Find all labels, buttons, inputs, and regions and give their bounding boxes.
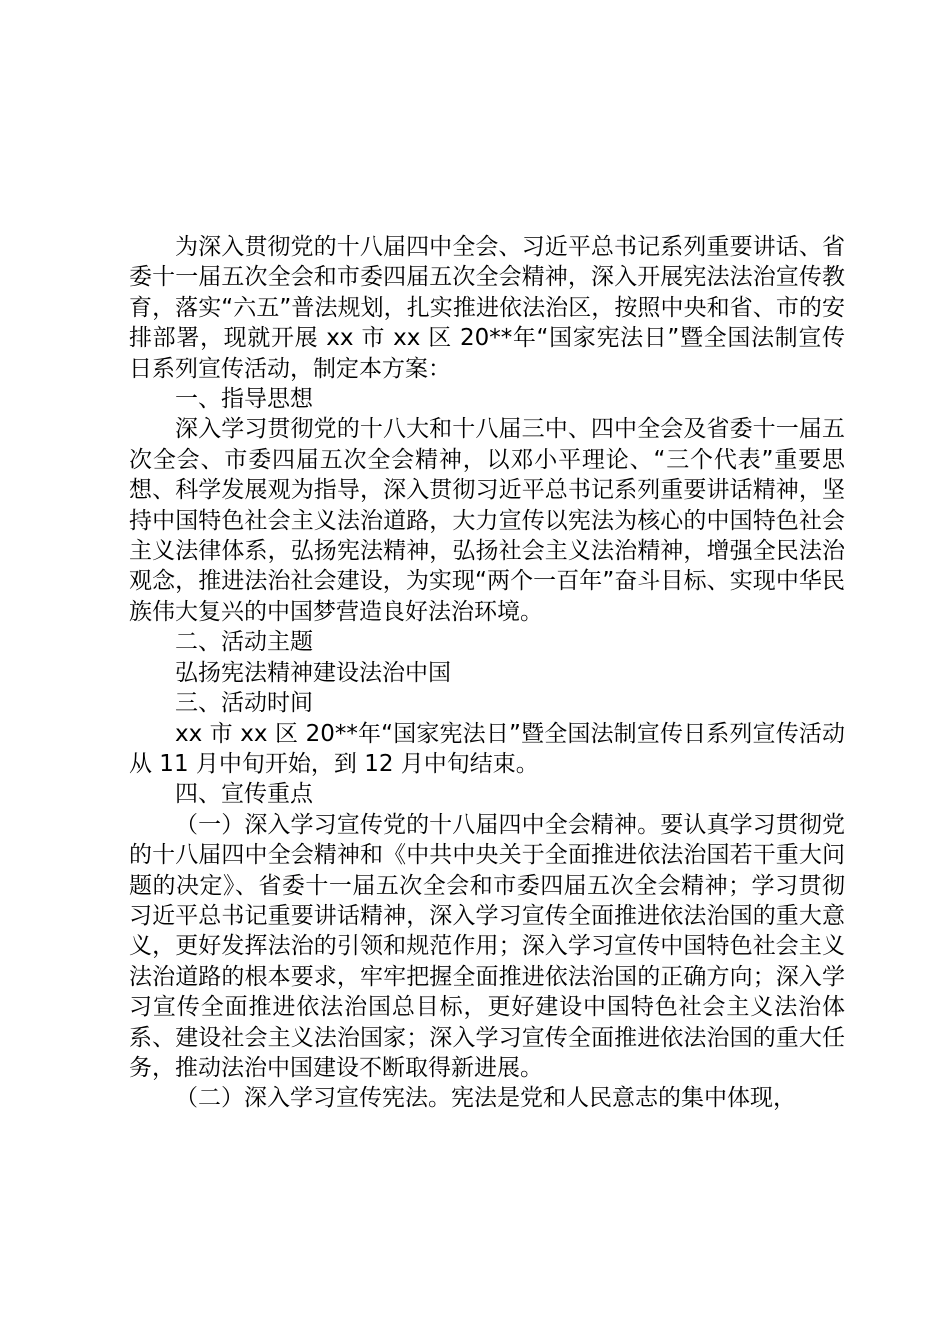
activity-theme-paragraph: 弘扬宪法精神建设法治中国	[175, 659, 451, 686]
activity-time-paragraph: xx 市 xx 区 20**年“国家宪法日”暨全国法制宣传日系列宣传活动从 11 月中旬开始，到 12 月中旬结束。	[129, 720, 845, 777]
section-heading-activity-theme: 二、活动主题	[175, 629, 313, 656]
publicity-focus-item-1: （一）深入学习宣传党的十八届四中全会精神。要认真学习贯彻党的十八届四中全会精神和《中共中央关于全面推进依法治国若干重大问题的决定》、省委十一届五次全会和市委四届五次全会精神；学习贯彻习近平总书记重要讲话精神，深入学习宣传全面推进依法治国的重大意义，更好发挥法治的引领和规范作用；深入学习宣传中国特色社会主义法治道路的根本要求，牢牢把握全面推进依法治国的正确方向；深入学习宣传全面推进依法治国总目标，更好建设中国特色社会主义法治体系、建设社会主义法治国家；深入学习宣传全面推进依法治国的重大任务，推动法治中国建设不断取得新进展。	[129, 811, 845, 1081]
guiding-ideology-paragraph: 深入学习贯彻党的十八大和十八届三中、四中全会及省委十一届五次全会、市委四届五次全会精神，以邓小平理论、“三个代表”重要思想、科学发展观为指导，深入贯彻习近平总书记系列重要讲话精神，坚持中国特色社会主义法治道路，大力宣传以宪法为核心的中国特色社会主义法律体系，弘扬宪法精神，弘扬社会主义法治精神，增强全民法治观念，推进法治社会建设，为实现“两个一百年”奋斗目标、实现中华民族伟大复兴的中国梦营造良好法治环境。	[129, 416, 845, 625]
document-body	[129, 232, 845, 1114]
section-heading-publicity-focus: 四、宣传重点	[175, 781, 313, 808]
intro-paragraph: 为深入贯彻党的十八届四中全会、习近平总书记系列重要讲话、省委十一届五次全会和市委四届五次全会精神，深入开展宪法法治宣传教育，落实“六五”普法规划，扎实推进依法治区，按照中央和省、市的安排部署，现就开展 xx 市 xx 区 20**年“国家宪法日”暨全国法制宣传日系列宣传活动，制定本方案：	[129, 234, 845, 382]
section-heading-activity-time: 三、活动时间	[175, 690, 313, 717]
section-heading-guiding-ideology: 一、指导思想	[175, 386, 313, 413]
publicity-focus-item-2: （二）深入学习宣传宪法。宪法是党和人民意志的集中体现，	[175, 1085, 796, 1112]
